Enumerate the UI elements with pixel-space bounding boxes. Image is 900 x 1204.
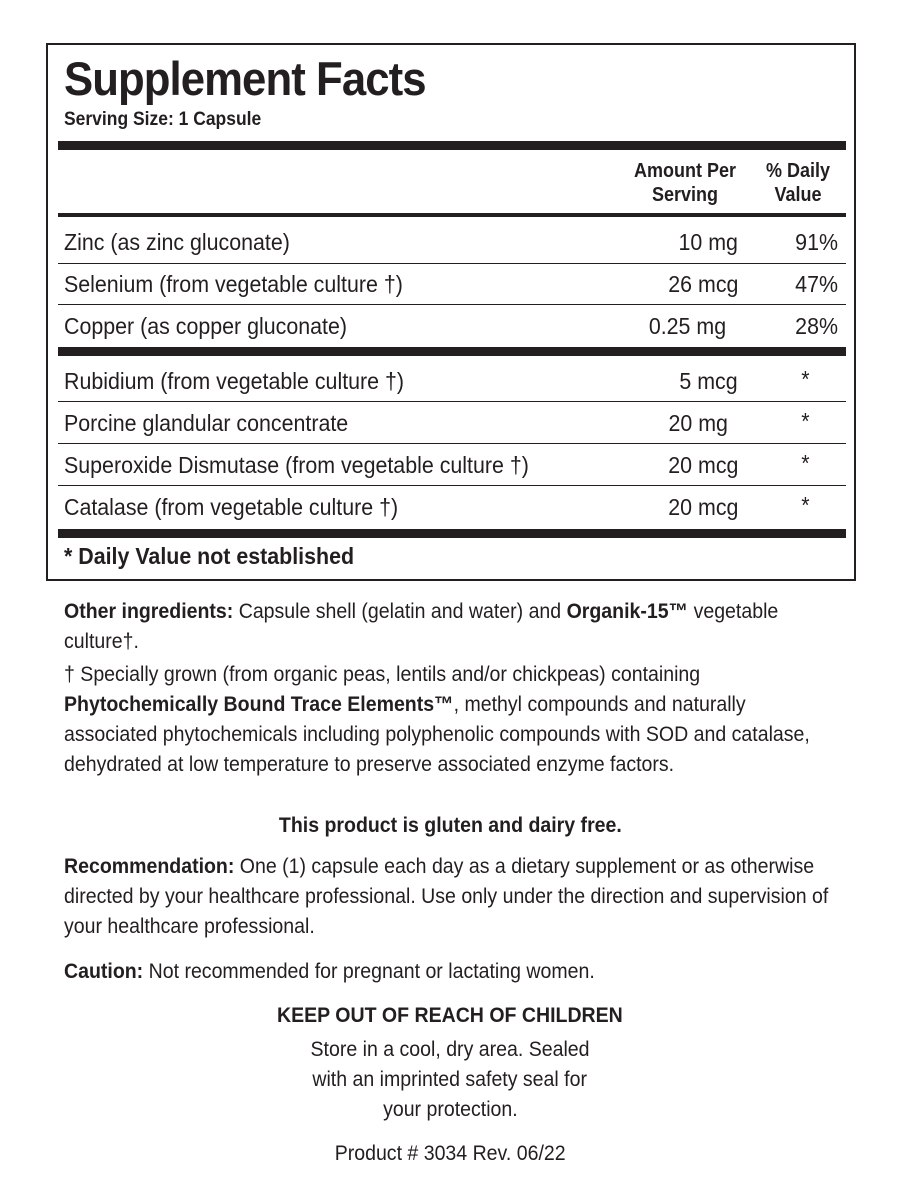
nutrient-row: [64, 444, 846, 484]
nutrient-daily-value: 91%: [795, 229, 838, 255]
storage-line: Store in a cool, dry area. Sealed: [310, 1038, 590, 1061]
daily-value-footnote: * Daily Value not established: [64, 543, 355, 569]
nutrient-amount: 20 mcg: [667, 494, 738, 520]
nutrient-daily-value: 28%: [795, 313, 838, 339]
nutrient-row: [64, 402, 846, 442]
supplement-facts-panel: [46, 43, 856, 581]
nutrient-name: Copper (as copper gluconate): [64, 313, 347, 339]
divider-thick: [58, 141, 846, 150]
recommendation: Recommendation: One (1) capsule each day as a dietary supplement or as otherwise directed by your healthcare professional. Use only under the direction and supervision of your healthcare professional.: [64, 855, 829, 938]
recommendation-label: Recommendation:: [64, 855, 235, 878]
panel-title: Supplement Facts: [64, 52, 426, 105]
nutrient-daily-value: 47%: [795, 271, 838, 297]
nutrient-name: Rubidium (from vegetable culture †): [64, 368, 405, 394]
divider-thick: [58, 347, 846, 356]
nutrient-name: Zinc (as zinc gluconate): [64, 229, 290, 255]
caution: Caution: Not recommended for pregnant or lactating women.: [64, 960, 595, 983]
keep-out-of-reach-warning: KEEP OUT OF REACH OF CHILDREN: [277, 1004, 623, 1027]
nutrient-daily-value: *: [801, 492, 810, 518]
storage-line: with an imprinted safety seal for: [312, 1068, 588, 1091]
dagger-note: † Specially grown (from organic peas, lentils and/or chickpeas) containing Phytochemically Bound Trace Elements™, methyl compounds and naturally associated phytochemicals including polyphenolic compounds with SOD and catalase, dehydrated at low temperature to preserve associated enzyme factors.: [64, 663, 810, 776]
divider-thick: [58, 529, 846, 538]
nutrient-amount: 0.25 mg: [648, 313, 726, 339]
nutrient-name: Selenium (from vegetable culture †): [64, 271, 403, 297]
nutrient-row: [64, 263, 846, 303]
divider-medium: [58, 213, 846, 217]
nutrient-row: [64, 360, 846, 400]
nutrient-name: Catalase (from vegetable culture †): [64, 494, 399, 520]
column-header-daily-value: % Daily Value: [765, 160, 831, 206]
caution-label: Caution:: [64, 960, 144, 983]
nutrient-row: [64, 305, 846, 345]
nutrient-daily-value: *: [801, 408, 810, 434]
product-number: Product # 3034 Rev. 06/22: [334, 1142, 566, 1165]
column-header-amount: Amount Per Serving: [633, 160, 737, 206]
nutrient-name: Porcine glandular concentrate: [64, 410, 349, 436]
gluten-dairy-free-note: This product is gluten and dairy free.: [278, 814, 622, 837]
nutrient-row: [64, 221, 846, 261]
nutrient-amount: 10 mg: [678, 229, 738, 255]
nutrient-amount: 20 mcg: [667, 452, 738, 478]
nutrient-daily-value: *: [801, 450, 810, 476]
trace-elements-trademark: Phytochemically Bound Trace Elements™: [64, 693, 454, 716]
nutrient-daily-value: *: [801, 366, 810, 392]
serving-size: Serving Size: 1 Capsule: [64, 109, 262, 130]
brand-name: Organik-15™: [566, 600, 689, 623]
nutrient-amount: 20 mg: [668, 410, 728, 436]
storage-line: your protection.: [382, 1098, 518, 1121]
nutrient-amount: 5 mcg: [679, 368, 738, 394]
nutrient-name: Superoxide Dismutase (from vegetable culture †): [64, 452, 529, 478]
other-ingredients-label: Other ingredients:: [64, 600, 234, 623]
nutrient-row: [64, 486, 846, 526]
nutrient-amount: 26 mcg: [667, 271, 738, 297]
other-ingredients: Other ingredients: Capsule shell (gelatin and water) and Organik-15™ vegetable culture†.: [64, 600, 779, 653]
